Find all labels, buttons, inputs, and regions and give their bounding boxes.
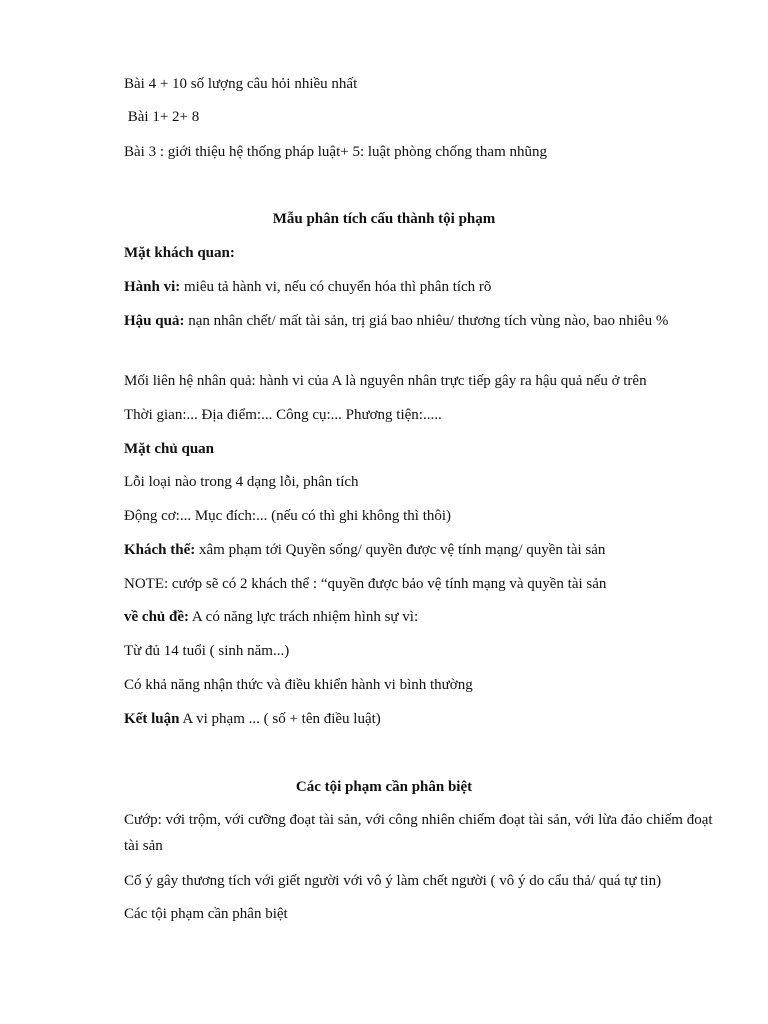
text-line-behavior — [124, 274, 724, 300]
consequence-text: nạn nhân chết/ mất tài sản, trị giá bao nhiêu/ thương tích vùng nào, bao nhiêu % — [184, 313, 669, 329]
object-label: Khách thể: — [124, 542, 196, 558]
text-line-object — [124, 537, 724, 563]
subject-text: A có năng lực trách nhiệm hình sự vì: — [189, 609, 419, 625]
section-heading-analysis-template: Mẫu phân tích cấu thành tội phạm — [272, 211, 496, 227]
text-line-robbery: Cướp: với trộm, với cưỡng đoạt tài sản, với công nhiên chiếm đoạt tài sản, với lừa đảo chiếm đoạt tài sản — [124, 812, 713, 854]
text-line-lesson-3-5: Bài 3 : giới thiệu hệ thống pháp luật+ 5: luật phòng chống tham nhũng — [124, 144, 548, 160]
consequence-label: Hậu quả: — [124, 313, 185, 329]
text-line-conclusion — [124, 706, 724, 732]
subjective-side-label: Mặt chủ quan — [124, 441, 215, 457]
objective-side-label: Mặt khách quan: — [124, 245, 235, 261]
section-heading-crimes-to-distinguish: Các tội phạm cần phân biệt — [295, 779, 473, 795]
text-line-lesson-4-10: Bài 4 + 10 số lượng câu hỏi nhiều nhất — [124, 76, 358, 92]
text-line-subject — [124, 604, 724, 630]
behavior-label: Hành vi: — [124, 279, 181, 295]
text-line-time-place: Thời gian:... Địa điểm:... Công cụ:... Phương tiện:..... — [124, 407, 442, 423]
text-line-fault: Lỗi loại nào trong 4 dạng lỗi, phân tích — [124, 474, 359, 490]
text-line-capacity: Có khả năng nhận thức và điều khiển hành vi bình thường — [124, 677, 473, 693]
subject-label: về chủ đề: — [124, 609, 189, 625]
text-line-age: Từ đủ 14 tuổi ( sinh năm...) — [124, 643, 290, 659]
text-line-lesson-1-2-8: Bài 1+ 2+ 8 — [124, 109, 200, 125]
conclusion-text: A vi phạm ... ( số + tên điều luật) — [179, 711, 381, 727]
subheading-objective-side — [124, 240, 724, 266]
text-line-causal-link: Mối liên hệ nhân quả: hành vi của A là nguyên nhân trực tiếp gây ra hậu quả nếu ở trên — [124, 373, 647, 389]
behavior-text: miêu tả hành vi, nếu có chuyển hóa thì phân tích rõ — [180, 279, 492, 295]
text-line-note: NOTE: cướp sẽ có 2 khách thể : “quyền được bảo vệ tính mạng và quyền tài sản — [124, 576, 607, 592]
text-line-intentional-injury: Cố ý gây thương tích với giết người với vô ý làm chết người ( vô ý do cẩu thả/ quá tự tin) — [124, 873, 662, 889]
object-text: xâm phạm tới Quyền sống/ quyền được vệ tính mạng/ quyền tài sản — [195, 542, 606, 558]
conclusion-label: Kết luận — [124, 711, 180, 727]
text-line-motive: Động cơ:... Mục đích:... (nếu có thì ghi không thì thôi) — [124, 508, 452, 524]
text-line-consequence — [124, 308, 724, 334]
subheading-subjective-side — [124, 436, 724, 462]
text-line-crimes-to-distinguish: Các tội phạm cần phân biệt — [124, 906, 288, 922]
